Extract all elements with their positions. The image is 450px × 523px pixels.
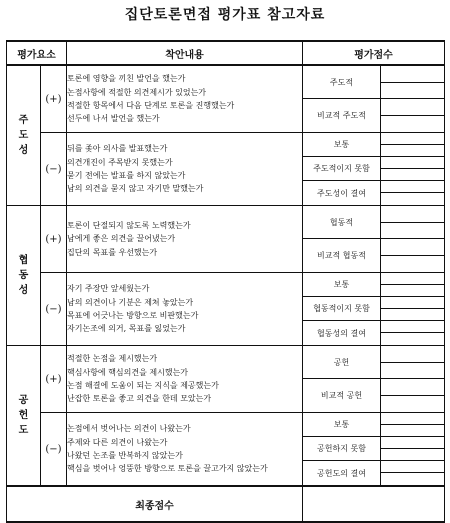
level-label: 보통 bbox=[303, 413, 380, 437]
level-label: 협동적이지 못함 bbox=[303, 297, 380, 321]
criteria-item: 집단의 목표를 우선했는가 bbox=[67, 247, 158, 257]
level-label: 협동성의 결여 bbox=[317, 328, 366, 338]
criteria-item: 적절한 논점을 제시했는가 bbox=[67, 354, 158, 364]
criteria-item: 자기 주장만 앞세웠는가 bbox=[67, 284, 150, 294]
criteria-item: 남의 의견이나 기분은 제쳐 놓았는가 bbox=[67, 297, 194, 307]
score-box[interactable] bbox=[381, 297, 444, 309]
area-label bbox=[7, 206, 41, 346]
page-title: 집단토론면접 평가표 참고자료 bbox=[124, 7, 326, 23]
score-box[interactable] bbox=[381, 223, 444, 240]
section-row bbox=[7, 273, 445, 346]
score-box[interactable] bbox=[381, 321, 444, 333]
score-box[interactable] bbox=[381, 239, 444, 256]
area-label-char: 주 bbox=[18, 115, 29, 126]
criteria-list bbox=[67, 133, 303, 206]
plus-sign: (+) bbox=[41, 65, 67, 133]
level-label: 보통 bbox=[303, 273, 380, 297]
criteria-item: 논점 해결에 도움이 되는 지식을 제공했는가 bbox=[67, 381, 219, 390]
section-row bbox=[7, 65, 445, 133]
score-box-group bbox=[381, 346, 445, 413]
level-list bbox=[303, 65, 381, 133]
plus-sign: (+) bbox=[41, 206, 67, 273]
area-label-char: 헌 bbox=[18, 410, 29, 421]
criteria-item: 목표에 어긋나는 방향으로 비판했는가 bbox=[67, 311, 199, 320]
area-label-char: 성 bbox=[18, 145, 29, 156]
final-score-label: 최종점수 bbox=[7, 486, 303, 522]
criteria-item: 남에게 좋은 의견을 끌어냈는가 bbox=[67, 234, 176, 244]
score-box[interactable] bbox=[381, 437, 444, 449]
score-box[interactable] bbox=[381, 193, 444, 205]
score-box[interactable] bbox=[381, 206, 444, 223]
level-list bbox=[303, 206, 381, 273]
area-label-char: 도 bbox=[18, 425, 29, 436]
level-list bbox=[303, 346, 381, 413]
criteria-list bbox=[67, 346, 303, 413]
criteria-item: 논점사항에 적절한 의견제시가 있었는가 bbox=[67, 87, 207, 97]
score-box[interactable] bbox=[381, 133, 444, 145]
score-box-group bbox=[381, 133, 445, 206]
score-box[interactable] bbox=[381, 66, 444, 83]
level-label: 협동적 bbox=[303, 206, 380, 239]
criteria-item: 주제와 다른 의견이 나왔는가 bbox=[67, 437, 168, 447]
level-list bbox=[303, 273, 381, 346]
area-label bbox=[7, 346, 41, 487]
minus-sign: (−) bbox=[41, 273, 67, 346]
criteria-item: 묻기 전에는 발표를 하지 않았는가 bbox=[67, 171, 186, 180]
level-label: 비교적 공헌 bbox=[320, 391, 363, 400]
score-box[interactable] bbox=[381, 273, 444, 285]
score-box[interactable] bbox=[381, 333, 444, 345]
level-label: 주도적 bbox=[303, 66, 380, 99]
criteria-item: 선두에 나서 발언을 했는가 bbox=[67, 114, 160, 124]
criteria-item: 뒤를 좇아 의사를 발표했는가 bbox=[67, 144, 168, 154]
score-box[interactable] bbox=[381, 145, 444, 157]
criteria-item: 핵심을 벗어나 엉뚱한 방향으로 토론을 끌고가지 않았는가 bbox=[67, 464, 268, 474]
criteria-item: 토론에 영향을 끼친 발언을 했는가 bbox=[67, 74, 186, 84]
criteria-list bbox=[67, 65, 303, 133]
section-row bbox=[7, 346, 445, 413]
level-label: 주도적이지 못함 bbox=[303, 157, 380, 181]
score-box[interactable] bbox=[381, 461, 444, 473]
header-area: 평가요소 bbox=[7, 41, 67, 65]
section-row bbox=[7, 413, 445, 487]
header-criteria: 착안내용 bbox=[67, 41, 303, 65]
criteria-item: 자기논조에 의거, 목표를 잃었는가 bbox=[67, 324, 186, 334]
score-box[interactable] bbox=[381, 396, 444, 413]
score-box[interactable] bbox=[381, 116, 444, 133]
score-box[interactable] bbox=[381, 449, 444, 461]
criteria-list bbox=[67, 206, 303, 273]
level-label: 주도성이 결여 bbox=[317, 188, 366, 198]
evaluation-table bbox=[6, 40, 445, 523]
section-row bbox=[7, 133, 445, 206]
score-box[interactable] bbox=[381, 256, 444, 273]
criteria-item: 토론이 단절되지 않도록 노력했는가 bbox=[67, 220, 191, 230]
level-label: 공헌도의 결여 bbox=[317, 468, 366, 478]
minus-sign: (−) bbox=[41, 413, 67, 487]
criteria-item: 논점에서 벗어나는 의견이 나왔는가 bbox=[67, 424, 191, 434]
area-label-char: 동 bbox=[18, 270, 29, 281]
score-box-group bbox=[381, 413, 445, 487]
score-box[interactable] bbox=[381, 157, 444, 169]
level-label: 비교적 주도적 bbox=[317, 111, 366, 120]
criteria-item: 적절한 항목에서 다음 단계로 토론을 진행했는가 bbox=[67, 101, 235, 110]
area-label-char: 협 bbox=[18, 255, 29, 266]
criteria-item: 나왔던 논조를 반복하지 않았는가 bbox=[67, 451, 183, 460]
score-box[interactable] bbox=[381, 169, 444, 181]
score-box[interactable] bbox=[381, 99, 444, 116]
plus-sign: (+) bbox=[41, 346, 67, 413]
criteria-list bbox=[67, 273, 303, 346]
section-row bbox=[7, 206, 445, 273]
score-box[interactable] bbox=[381, 83, 444, 100]
score-box[interactable] bbox=[381, 309, 444, 321]
area-label-char: 도 bbox=[18, 130, 29, 141]
minus-sign: (−) bbox=[41, 133, 67, 206]
area-label bbox=[7, 65, 41, 206]
level-list bbox=[303, 413, 381, 487]
score-box[interactable] bbox=[381, 425, 444, 437]
score-box[interactable] bbox=[381, 285, 444, 297]
criteria-item: 핵심사항에 핵심의견을 제시했는가 bbox=[67, 367, 189, 377]
level-label: 비교적 협동적 bbox=[317, 251, 366, 260]
level-label: 보통 bbox=[303, 133, 380, 157]
score-box[interactable] bbox=[381, 363, 444, 380]
area-label-char: 성 bbox=[18, 285, 29, 296]
final-score-box[interactable] bbox=[303, 486, 445, 522]
level-list bbox=[303, 133, 381, 206]
area-label-char: 공 bbox=[18, 395, 29, 406]
score-box-group bbox=[381, 65, 445, 133]
score-box-group bbox=[381, 273, 445, 346]
level-label: 공헌 bbox=[303, 346, 380, 379]
score-box[interactable] bbox=[381, 181, 444, 193]
score-box-group bbox=[381, 206, 445, 273]
score-box[interactable] bbox=[381, 473, 444, 485]
score-box[interactable] bbox=[381, 379, 444, 396]
level-label: 공헌하지 못함 bbox=[303, 437, 380, 461]
header-score: 평가점수 bbox=[303, 41, 445, 65]
criteria-list bbox=[67, 413, 303, 487]
score-box[interactable] bbox=[381, 413, 444, 425]
criteria-item: 난잡한 토론을 좋고 의견을 한데 모았는가 bbox=[67, 394, 212, 404]
score-box[interactable] bbox=[381, 346, 444, 363]
criteria-item: 의견개진이 주목받지 못했는가 bbox=[67, 157, 173, 167]
criteria-item: 남의 의견을 묻지 않고 자기만 말했는가 bbox=[67, 184, 204, 194]
